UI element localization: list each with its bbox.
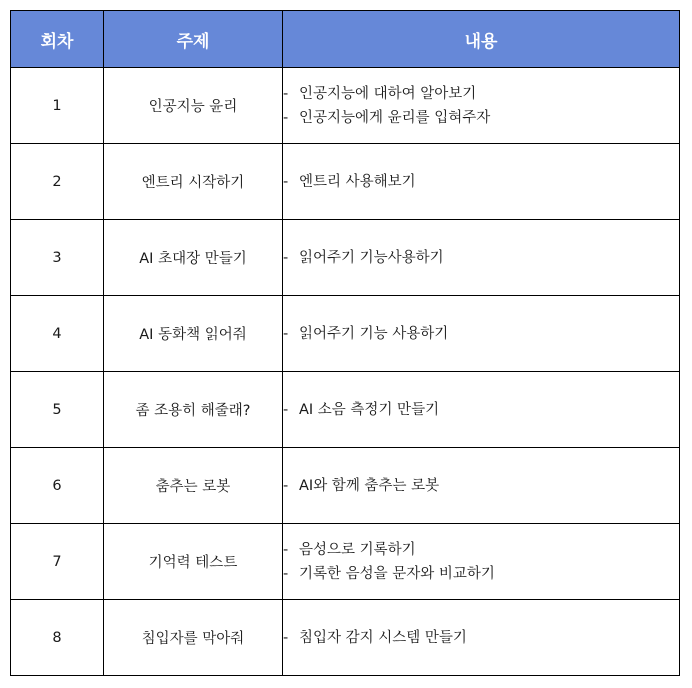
content-item — [283, 170, 679, 194]
session-content — [283, 600, 680, 676]
session-number: 8 — [11, 600, 104, 676]
content-text: 엔트리 사용해보기 — [299, 173, 416, 190]
session-topic: 인공지능 윤리 — [104, 68, 283, 144]
table-row — [11, 144, 680, 220]
curriculum-table — [10, 10, 680, 676]
session-number: 6 — [11, 448, 104, 524]
bullet-dash: - — [283, 173, 289, 190]
content-text: 읽어주기 기능사용하기 — [299, 249, 444, 266]
session-topic: 엔트리 시작하기 — [104, 144, 283, 220]
content-text: 읽어주기 기능 사용하기 — [299, 325, 449, 342]
session-number: 3 — [11, 220, 104, 296]
bullet-dash: - — [283, 541, 289, 558]
session-content — [283, 296, 680, 372]
content-item — [283, 474, 679, 498]
content-text: AI 소음 측정기 만들기 — [299, 401, 440, 418]
content-text: 기록한 음성을 문자와 비교하기 — [299, 565, 495, 582]
session-number: 2 — [11, 144, 104, 220]
bullet-dash: - — [283, 477, 289, 494]
table-header — [11, 11, 680, 68]
content-item — [283, 562, 679, 586]
table-row — [11, 220, 680, 296]
content-item — [283, 538, 679, 562]
session-content — [283, 524, 680, 600]
session-number: 4 — [11, 296, 104, 372]
table-row — [11, 68, 680, 144]
content-item — [283, 626, 679, 650]
session-number: 1 — [11, 68, 104, 144]
session-topic: 기억력 테스트 — [104, 524, 283, 600]
session-topic: AI 초대장 만들기 — [104, 220, 283, 296]
session-topic: AI 동화책 읽어줘 — [104, 296, 283, 372]
content-text: AI와 함께 춤추는 로봇 — [299, 477, 440, 494]
table-row — [11, 524, 680, 600]
bullet-dash: - — [283, 325, 289, 342]
header-content: 내용 — [283, 11, 680, 68]
table-row — [11, 372, 680, 448]
session-content — [283, 144, 680, 220]
session-topic: 춤추는 로봇 — [104, 448, 283, 524]
content-item — [283, 322, 679, 346]
table-row — [11, 296, 680, 372]
session-content — [283, 372, 680, 448]
session-topic: 침입자를 막아줘 — [104, 600, 283, 676]
bullet-dash: - — [283, 565, 289, 582]
header-session: 회차 — [11, 11, 104, 68]
bullet-dash: - — [283, 249, 289, 266]
session-number: 7 — [11, 524, 104, 600]
bullet-dash: - — [283, 401, 289, 418]
content-text: 인공지능에게 윤리를 입혀주자 — [299, 109, 491, 126]
bullet-dash: - — [283, 629, 289, 646]
table-row — [11, 600, 680, 676]
table-row — [11, 448, 680, 524]
content-item — [283, 82, 679, 106]
header-row — [11, 11, 680, 68]
session-content — [283, 68, 680, 144]
content-item — [283, 398, 679, 422]
bullet-dash: - — [283, 109, 289, 126]
content-text: 침입자 감지 시스템 만들기 — [299, 629, 467, 646]
content-text: 인공지능에 대하여 알아보기 — [299, 85, 477, 102]
session-topic: 좀 조용히 해줄래? — [104, 372, 283, 448]
header-topic: 주제 — [104, 11, 283, 68]
session-content — [283, 448, 680, 524]
content-item — [283, 246, 679, 270]
content-item — [283, 106, 679, 130]
table-body — [11, 68, 680, 676]
session-number: 5 — [11, 372, 104, 448]
content-text: 음성으로 기록하기 — [299, 541, 416, 558]
session-content — [283, 220, 680, 296]
bullet-dash: - — [283, 85, 289, 102]
